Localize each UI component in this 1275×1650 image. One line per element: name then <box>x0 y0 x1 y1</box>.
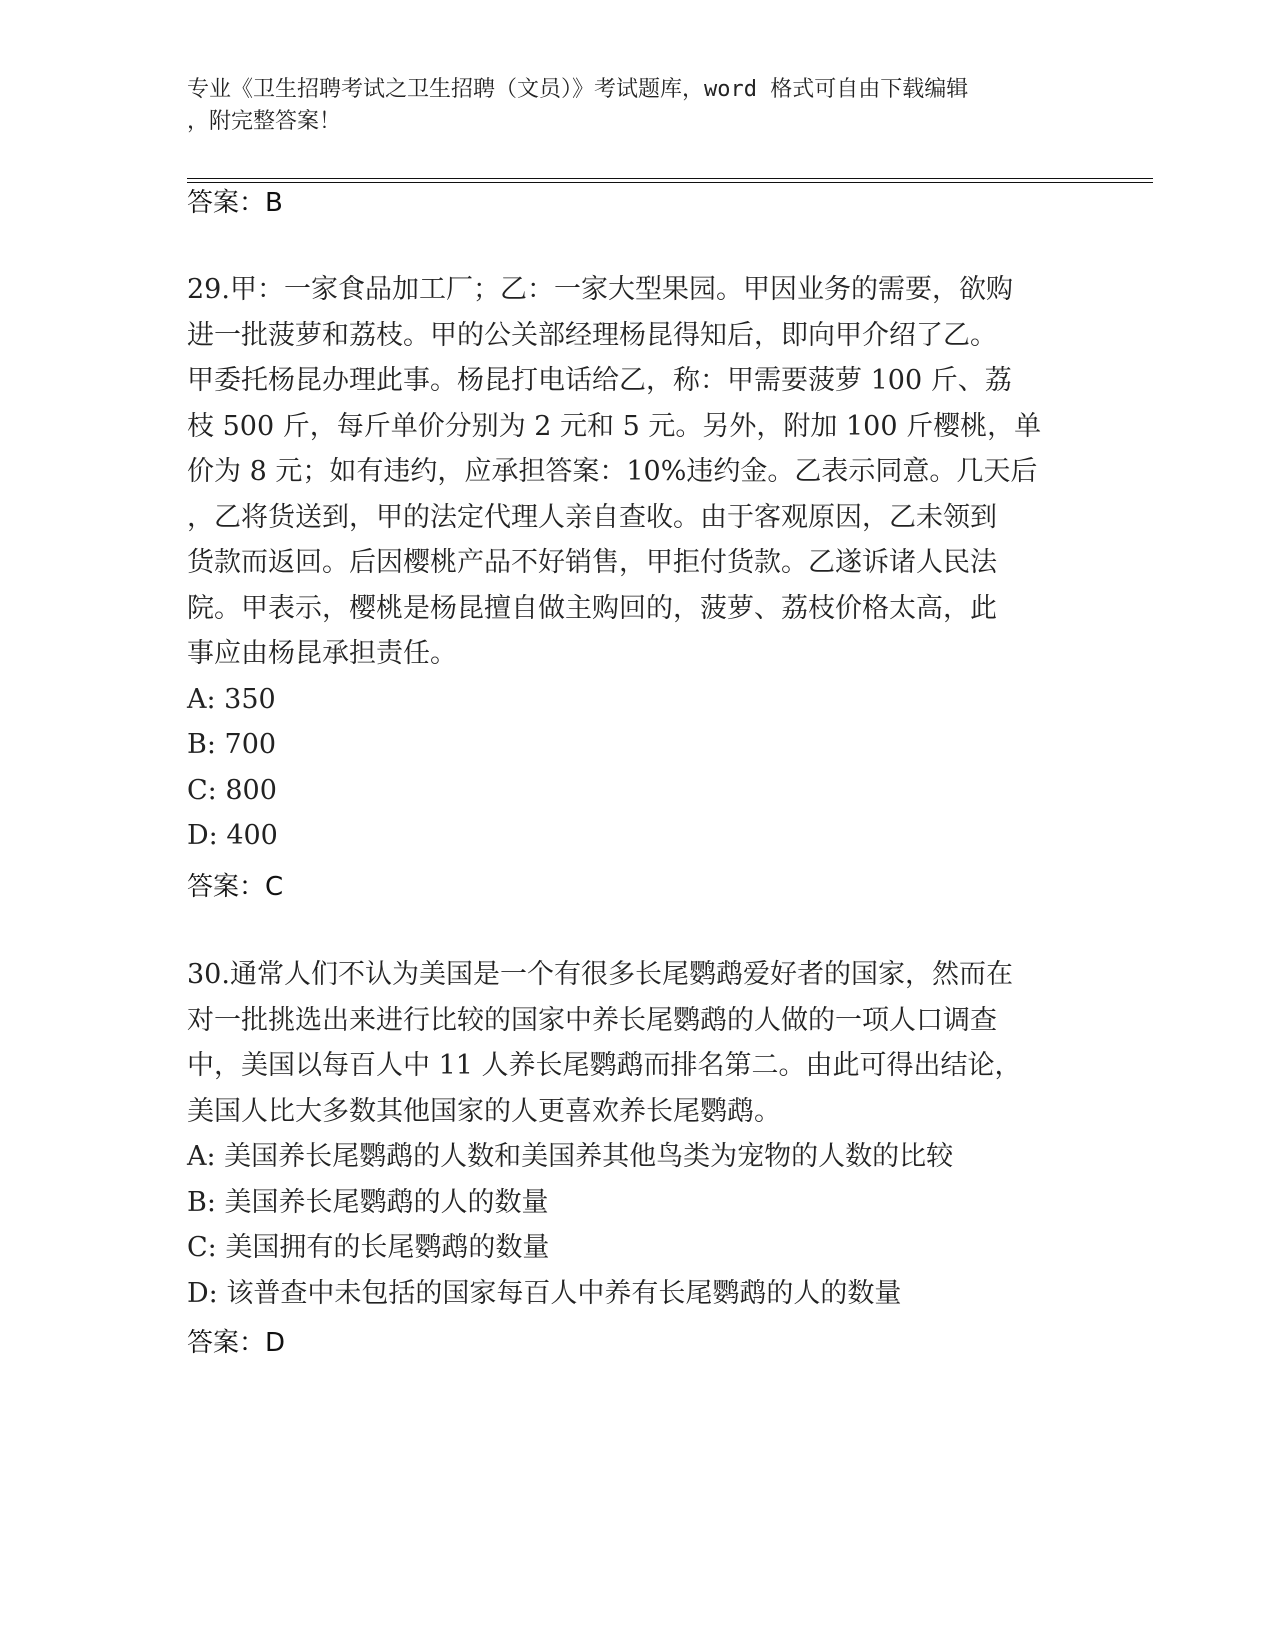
question-29-line: 货款而返回。后因樱桃产品不好销售，甲拒付货款。乙遂诉诸人民法 <box>187 547 997 578</box>
question-30-option-d: D: 该普查中未包括的国家每百人中养有长尾鹦鹉的人的数量 <box>187 1277 902 1309</box>
question-29-option-a: A: 350 <box>187 683 276 715</box>
question-29-option-d: D: 400 <box>187 820 278 851</box>
question-29-answer: 答案：C <box>187 872 284 902</box>
question-29-option-c: C: 800 <box>187 774 277 806</box>
question-29-line: 进一批菠萝和荔枝。甲的公关部经理杨昆得知后，即向甲介绍了乙。 <box>187 319 997 351</box>
question-30-option-c: C: 美国拥有的长尾鹦鹉的数量 <box>187 1232 550 1263</box>
question-30-option-a: A: 美国养长尾鹦鹉的人数和美国养其他鸟类为宠物的人数的比较 <box>187 1141 954 1172</box>
header-divider-bottom <box>187 182 1153 183</box>
question-29-line: 院。甲表示，樱桃是杨昆擅自做主购回的，菠萝、荔枝价格太高，此 <box>187 592 997 624</box>
document-header <box>187 74 1087 138</box>
question-29-text <box>187 267 1067 677</box>
question-30 <box>187 952 1067 1316</box>
question-30-text <box>187 952 1067 1134</box>
question-30-line: 美国人比大多数其他国家的人更喜欢养长尾鹦鹉。 <box>187 1095 781 1127</box>
question-29 <box>187 267 1067 859</box>
question-30-line: 对一批挑选出来进行比较的国家中养长尾鹦鹉的人做的一项人口调查 <box>187 1004 997 1036</box>
question-29-line: 枝 500 斤，每斤单价分别为 2 元和 5 元。另外，附加 100 斤樱桃，单 <box>187 410 1042 442</box>
question-29-line: ，乙将货送到，甲的法定代理人亲自查收。由于客观原因，乙未领到 <box>187 501 997 533</box>
header-divider-top <box>187 178 1153 179</box>
question-30-answer: 答案：D <box>187 1328 286 1358</box>
question-29-line: 29.甲：一家食品加工厂；乙：一家大型果园。甲因业务的需要，欲购 <box>187 274 1013 305</box>
header-line-1: 专业《卫生招聘考试之卫生招聘（文员）》考试题库，word 格式可自由下载编辑 <box>187 77 969 102</box>
header-line-2: ，附完整答案！ <box>187 109 342 134</box>
question-29-option-b: B: 700 <box>187 729 277 760</box>
previous-answer: 答案：B <box>187 188 283 218</box>
question-30-line: 30.通常人们不认为美国是一个有很多长尾鹦鹉爱好者的国家，然而在 <box>187 959 1013 990</box>
question-30-option-b: B: 美国养长尾鹦鹉的人的数量 <box>187 1186 549 1218</box>
question-29-line: 价为 8 元；如有违约，应承担答案：10%违约金。乙表示同意。几天后 <box>187 456 1038 487</box>
question-30-line: 中，美国以每百人中 11 人养长尾鹦鹉而排名第二。由此可得出结论， <box>187 1050 1022 1081</box>
question-29-line: 事应由杨昆承担责任。 <box>187 638 457 669</box>
question-29-line: 甲委托杨昆办理此事。杨昆打电话给乙，称：甲需要菠萝 100 斤、荔 <box>187 365 1012 396</box>
